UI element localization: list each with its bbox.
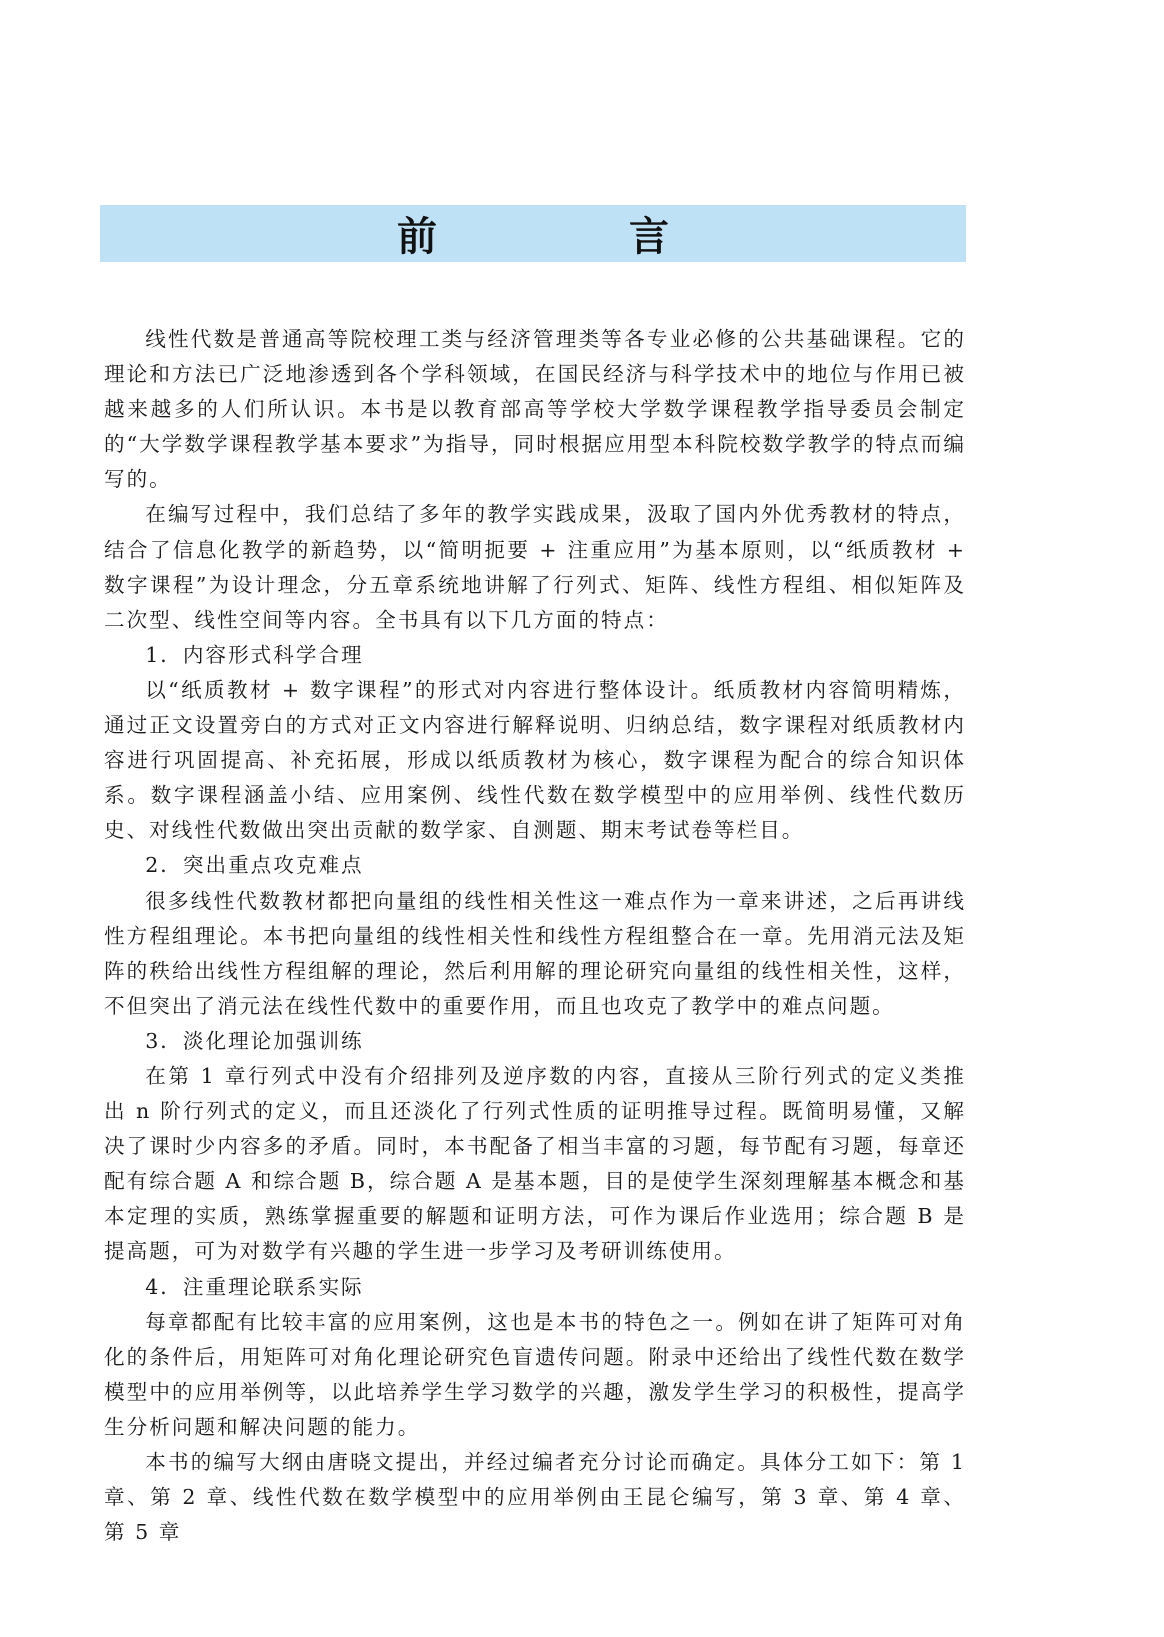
- feature-heading-3: 3．淡化理论加强训练: [145, 1028, 364, 1053]
- page-title: 前 言: [397, 214, 745, 260]
- feature-paragraph-2: 很多线性代数教材都把向量组的线性相关性这一难点作为一章来讲述，之后再讲线性方程组理论。本书把向量组的线性相关性和线性方程组整合在一章。先用消元法及矩阵的秩给出线性方程组解的理论，然后利用解的理论研究向量组的线性相关性，这样，不但突出了消元法在线性代数中的重要作用，而且也攻克了教学中的难点问题。: [104, 888, 966, 1018]
- preface-body: [104, 322, 966, 1550]
- feature-paragraph-4: 每章都配有比较丰富的应用案例，这也是本书的特色之一。例如在讲了矩阵可对角化的条件后，用矩阵可对角化理论研究色盲遗传问题。附录中还给出了线性代数在数学模型中的应用举例等，以此培养学生学习数学的兴趣，激发学生学习的积极性，提高学生分析问题和解决问题的能力。: [104, 1309, 966, 1439]
- feature-heading-1: 1．内容形式科学合理: [145, 642, 364, 667]
- title-banner: [100, 205, 966, 262]
- paragraph-authors: 本书的编写大纲由唐晓文提出，并经过编者充分讨论而确定。具体分工如下：第 1 章、第 2 章、线性代数在数学模型中的应用举例由王昆仑编写，第 3 章、第 4 章、第 5 章: [104, 1450, 966, 1545]
- paragraph-intro: 线性代数是普通高等院校理工类与经济管理类等各专业必修的公共基础课程。它的理论和方法已广泛地渗透到各个学科领域，在国民经济与科学技术中的地位与作用已被越来越多的人们所认识。本书是以教育部高等学校大学数学课程教学指导委员会制定的“大学数学课程教学基本要求”为指导，同时根据应用型本科院校数学教学的特点而编写的。: [104, 327, 966, 492]
- feature-heading-2: 2．突出重点攻克难点: [145, 853, 364, 878]
- paragraph-writing-process: 在编写过程中，我们总结了多年的教学实践成果，汲取了国内外优秀教材的特点，结合了信息化教学的新趋势，以“简明扼要 + 注重应用”为基本原则，以“纸质教材 + 数字课程”为设计理念，分五章系统地讲解了行列式、矩阵、线性方程组、相似矩阵及二次型、线性空间等内容。全书具有以下几方面的特点：: [104, 502, 966, 632]
- feature-paragraph-3: 在第 1 章行列式中没有介绍排列及逆序数的内容，直接从三阶行列式的定义类推出 n 阶行列式的定义，而且还淡化了行列式性质的证明推导过程。既简明易懂，又解决了课时少内容多的矛盾。同时，本书配备了相当丰富的习题，每节配有习题，每章还配有综合题 A 和综合题 B，综合题 A 是基本题，目的是使学生深刻理解基本概念和基本定理的实质，熟练掌握重要的解题和证明方法，可作为课后作业选用；综合题 B 是提高题，可为对数学有兴趣的学生进一步学习及考研训练使用。: [104, 1063, 966, 1264]
- feature-paragraph-1: 以“纸质教材 + 数字课程”的形式对内容进行整体设计。纸质教材内容简明精炼，通过正文设置旁白的方式对正文内容进行解释说明、归纳总结，数字课程对纸质教材内容进行巩固提高、补充拓展，形成以纸质教材为核心，数字课程为配合的综合知识体系。数字课程涵盖小结、应用案例、线性代数在数学模型中的应用举例、线性代数历史、对线性代数做出突出贡献的数学家、自测题、期末考试卷等栏目。: [104, 677, 966, 843]
- feature-heading-4: 4．注重理论联系实际: [145, 1274, 364, 1299]
